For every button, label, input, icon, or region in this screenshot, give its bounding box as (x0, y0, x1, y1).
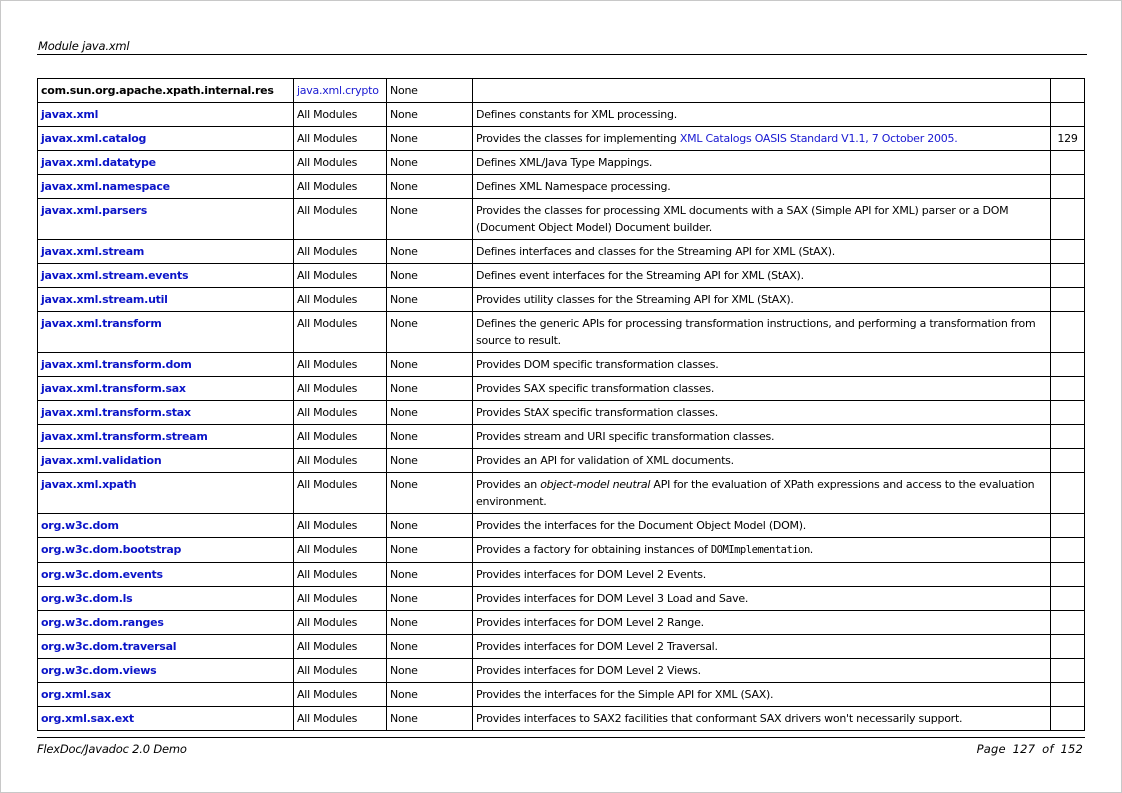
table-row (38, 401, 1085, 425)
module-value: All Modules (297, 430, 358, 443)
module-value: All Modules (297, 478, 358, 491)
module-value: All Modules (297, 180, 358, 193)
module-value: All Modules (297, 382, 358, 395)
table-row (38, 514, 1085, 538)
status-value: None (390, 543, 418, 556)
package-name: com.sun.org.apache.xpath.internal.res (41, 84, 274, 97)
xml-catalogs-standard-link[interactable]: XML Catalogs OASIS Standard V1.1, 7 October 2005 (679, 132, 955, 145)
module-value: All Modules (297, 664, 358, 677)
package-link[interactable]: javax.xml.stream (41, 245, 145, 258)
status-value: None (390, 382, 418, 395)
description: Defines XML Namespace processing. (476, 180, 671, 193)
footer-product-name: FlexDoc/Javadoc 2.0 Demo (37, 742, 187, 756)
description: Provides interfaces for DOM Level 2 Traversal. (476, 640, 718, 653)
status-value: None (390, 406, 418, 419)
package-link[interactable]: javax.xml.namespace (41, 180, 170, 193)
description-text: . (809, 543, 814, 556)
description: Provides StAX specific transformation classes. (476, 406, 718, 419)
description: Provides the interfaces for the Simple API for XML (SAX). (476, 688, 774, 701)
table-row (38, 175, 1085, 199)
module-value: All Modules (297, 358, 358, 371)
table-row (38, 353, 1085, 377)
table-row (38, 127, 1085, 151)
module-value: All Modules (297, 454, 358, 467)
status-value: None (390, 317, 418, 330)
status-value: None (390, 358, 418, 371)
module-value: All Modules (297, 616, 358, 629)
table-row (38, 587, 1085, 611)
package-link[interactable]: javax.xml.xpath (41, 478, 137, 491)
status-value: None (390, 156, 418, 169)
description: Defines interfaces and classes for the Streaming API for XML (StAX). (476, 245, 835, 258)
header-divider (37, 54, 1087, 55)
description: Defines constants for XML processing. (476, 108, 677, 121)
status-value: None (390, 454, 418, 467)
page-header-title: Module java.xml (38, 39, 130, 53)
status-value: None (390, 245, 418, 258)
module-value: All Modules (297, 245, 358, 258)
table-row (38, 264, 1085, 288)
module-value: All Modules (297, 317, 358, 330)
package-link[interactable]: org.w3c.dom (41, 519, 119, 532)
status-value: None (390, 478, 418, 491)
package-link[interactable]: javax.xml.validation (41, 454, 162, 467)
module-value: All Modules (297, 543, 358, 556)
status-value: None (390, 269, 418, 282)
description: Provides an API for validation of XML documents. (476, 454, 734, 467)
status-value: None (390, 616, 418, 629)
module-value: All Modules (297, 640, 358, 653)
module-value: All Modules (297, 712, 358, 725)
status-value: None (390, 108, 418, 121)
table-row (38, 707, 1085, 731)
package-link[interactable]: org.w3c.dom.ls (41, 592, 133, 605)
description-emphasis: object-model neutral (540, 478, 651, 491)
table-row (38, 659, 1085, 683)
description: Provides DOM specific transformation classes. (476, 358, 719, 371)
page-number: 129 (1057, 132, 1078, 145)
table-row (38, 288, 1085, 312)
package-link[interactable]: javax.xml.stream.util (41, 293, 168, 306)
table-row (38, 473, 1085, 514)
package-link[interactable]: org.w3c.dom.bootstrap (41, 543, 182, 556)
package-link[interactable]: javax.xml.transform.dom (41, 358, 192, 371)
package-link[interactable]: org.xml.sax.ext (41, 712, 134, 725)
table-row (38, 79, 1085, 103)
table-row (38, 377, 1085, 401)
package-link[interactable]: javax.xml.catalog (41, 132, 147, 145)
package-link[interactable]: org.xml.sax (41, 688, 111, 701)
status-value: None (390, 132, 418, 145)
table-row (38, 683, 1085, 707)
package-link[interactable]: org.w3c.dom.traversal (41, 640, 177, 653)
status-value: None (390, 204, 418, 217)
description: Provides interfaces for DOM Level 3 Load and Save. (476, 592, 749, 605)
package-link[interactable]: javax.xml.datatype (41, 156, 156, 169)
page-counter (977, 742, 1083, 756)
status-value: None (390, 293, 418, 306)
package-link[interactable]: javax.xml.transform.stax (41, 406, 191, 419)
table-row (38, 312, 1085, 353)
description-text: . (954, 132, 958, 145)
package-link[interactable]: org.w3c.dom.views (41, 664, 157, 677)
table-row (38, 103, 1085, 127)
description: Provides the interfaces for the Document Object Model (DOM). (476, 519, 807, 532)
table-row (38, 563, 1085, 587)
package-link[interactable]: javax.xml.parsers (41, 204, 148, 217)
module-value: All Modules (297, 156, 358, 169)
table-row (38, 240, 1085, 264)
page-label: Page (976, 742, 1006, 756)
status-value: None (390, 180, 418, 193)
module-value: All Modules (297, 269, 358, 282)
status-value: None (390, 688, 418, 701)
status-value: None (390, 712, 418, 725)
package-link[interactable]: org.w3c.dom.ranges (41, 616, 164, 629)
table-row (38, 199, 1085, 240)
description: Provides interfaces to SAX2 facilities that conformant SAX drivers won't necessarily support. (476, 712, 963, 725)
packages-table (37, 78, 1085, 731)
status-value: None (390, 84, 418, 97)
package-link[interactable]: javax.xml (41, 108, 99, 121)
package-link[interactable]: javax.xml.transform (41, 317, 162, 330)
footer-divider (37, 737, 1085, 738)
description-text: Provides the classes for implementing (476, 132, 680, 145)
description: Provides the classes for processing XML documents with a SAX (Simple API for XML) parser or a DOM (Document Object Model) Document builder. (476, 204, 1009, 234)
package-link[interactable]: org.w3c.dom.events (41, 568, 163, 581)
description: Provides SAX specific transformation classes. (476, 382, 715, 395)
module-value: All Modules (297, 688, 358, 701)
description: Defines the generic APIs for processing transformation instructions, and performing a transformation from source to result. (476, 317, 1036, 347)
module-link[interactable]: java.xml.crypto (297, 84, 379, 97)
description-text: Provides a factory for obtaining instances of (476, 543, 711, 556)
module-value: All Modules (297, 568, 358, 581)
table-row (38, 449, 1085, 473)
module-value: All Modules (297, 519, 358, 532)
description-code: DOMImplementation (710, 544, 810, 556)
status-value: None (390, 430, 418, 443)
package-link[interactable]: javax.xml.transform.stream (41, 430, 208, 443)
package-link[interactable]: javax.xml.stream.events (41, 269, 189, 282)
status-value: None (390, 519, 418, 532)
description: Provides interfaces for DOM Level 2 Views. (476, 664, 701, 677)
module-value: All Modules (297, 592, 358, 605)
description: Provides interfaces for DOM Level 2 Range. (476, 616, 704, 629)
status-value: None (390, 640, 418, 653)
description-text: Provides an (476, 478, 541, 491)
package-link[interactable]: javax.xml.transform.sax (41, 382, 186, 395)
total-pages: 152 (1060, 742, 1083, 756)
status-value: None (390, 568, 418, 581)
table-row (38, 151, 1085, 175)
module-value: All Modules (297, 108, 358, 121)
status-value: None (390, 592, 418, 605)
page-of-label: of (1042, 742, 1054, 756)
module-value: All Modules (297, 293, 358, 306)
description: Provides utility classes for the Streaming API for XML (StAX). (476, 293, 794, 306)
description: Defines XML/Java Type Mappings. (476, 156, 653, 169)
module-value: All Modules (297, 132, 358, 145)
table-row (38, 611, 1085, 635)
current-page: 127 (1012, 742, 1036, 756)
status-value: None (390, 664, 418, 677)
module-value: All Modules (297, 406, 358, 419)
table-row (38, 635, 1085, 659)
description: Provides stream and URI specific transformation classes. (476, 430, 775, 443)
description: Defines event interfaces for the Streaming API for XML (StAX). (476, 269, 804, 282)
table-row (38, 538, 1085, 563)
module-value: All Modules (297, 204, 358, 217)
table-row (38, 425, 1085, 449)
description: Provides interfaces for DOM Level 2 Events. (476, 568, 707, 581)
description-text: API for the evaluation of XPath expressions and access to the evaluation environment. (476, 478, 1035, 508)
